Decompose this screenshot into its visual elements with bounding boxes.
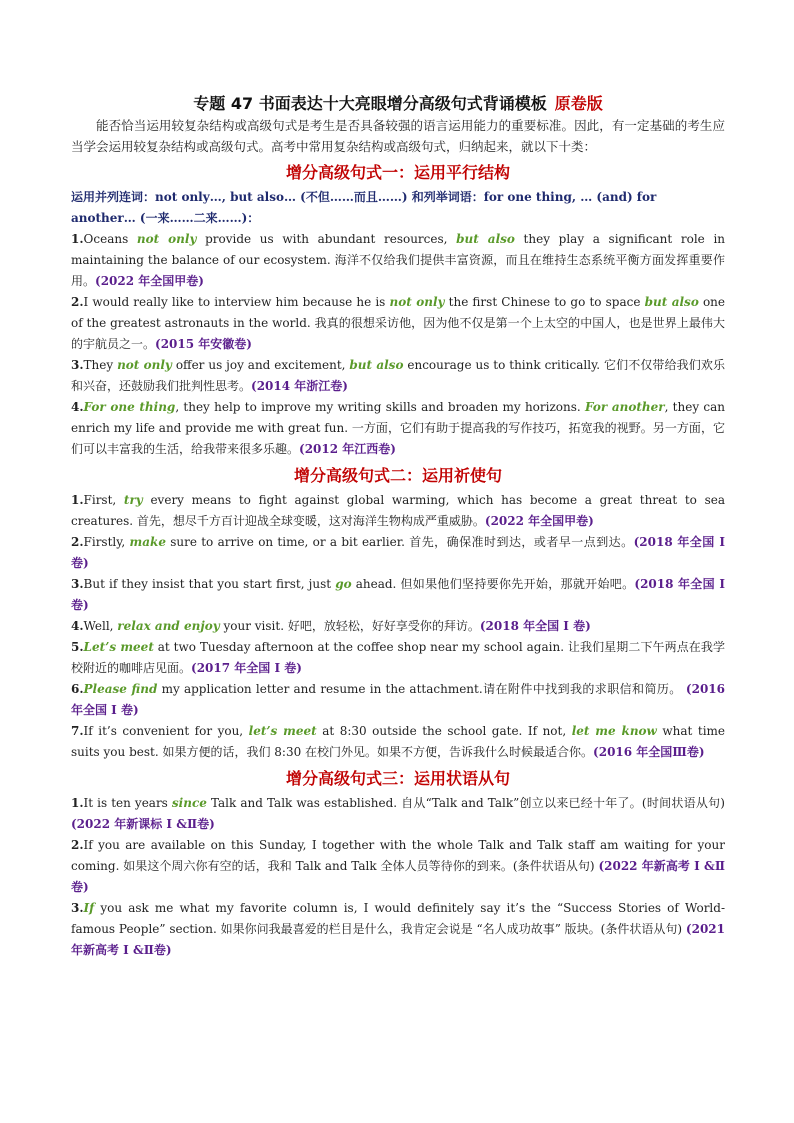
sentence-text: They: [83, 358, 118, 372]
key-phrase: not only: [117, 358, 172, 372]
page-title: [71, 92, 725, 116]
sentence-text: you ask me what my favorite column is, I would definitely say it’s the “Success Stories of World-famous People” section. 如果你问我最喜爱的栏目是什么，我肯定会说是 “名人成功故事” 版块。(条件状语从句): [71, 901, 725, 936]
example-sentence: [71, 574, 725, 616]
item-number: 3.: [71, 901, 84, 915]
item-number: 3.: [71, 358, 84, 372]
item-number: 6.: [71, 682, 84, 696]
key-phrase: try: [123, 493, 143, 507]
example-sentence: [71, 292, 725, 355]
sentence-text: Firstly,: [83, 535, 130, 549]
example-sentence: [71, 721, 725, 763]
example-sentence: [71, 397, 725, 460]
example-sentence: [71, 679, 725, 721]
exam-source: (2021 年新高考 Ⅰ &Ⅱ卷): [71, 922, 725, 957]
item-number: 1.: [71, 232, 84, 246]
sentence-text: every means to fight against global warming, which has become a great threat to sea creatures. 首先，想尽千方百计迎战全球变暖，这对海洋生物构成严重威胁。: [71, 493, 725, 528]
exam-source: (2017 年全国 Ⅰ 卷): [191, 661, 302, 675]
exam-source: (2016 年全国 Ⅰ 卷): [71, 682, 725, 717]
item-number: 1.: [71, 796, 84, 810]
sentence-text: Well,: [83, 619, 118, 633]
sentence-text: sure to arrive on time, or a bit earlier. 首先，确保准时到达，或者早一点到达。: [165, 535, 634, 549]
sentence-text: my application letter and resume in the attachment.请在附件中找到我的求职信和简历。: [157, 682, 686, 696]
sentence-text: Oceans: [83, 232, 137, 246]
key-phrase: not only: [136, 232, 197, 246]
item-number: 2.: [71, 535, 84, 549]
sentence-text: they play a significant role in maintaining the balance of our ecosystem. 海洋不仅给我们提供丰富资源，而且在维持生态系统平衡方面发挥重要作用。: [71, 232, 726, 288]
sections-container: [71, 159, 725, 961]
item-number: 4.: [71, 619, 84, 633]
exam-source: (2022 年全国甲卷): [95, 274, 204, 288]
exam-source: (2018 年全国 Ⅰ 卷): [71, 577, 726, 612]
sentence-text: , they help to improve my writing skills and broaden my horizons.: [175, 400, 586, 414]
item-number: 1.: [71, 493, 84, 507]
example-sentence: [71, 490, 725, 532]
sentence-text: one of the greatest astronauts in the world. 我真的很想采访他，因为他不仅是第一个上太空的中国人，也是世界上最伟大的宇航员之一。: [71, 295, 726, 351]
sentence-text: ahead. 但如果他们坚持要你先开始，那就开始吧。: [351, 577, 635, 591]
exam-source: (2022 年全国甲卷): [484, 514, 594, 528]
example-sentence: [71, 637, 725, 679]
sentence-text: I would really like to interview him because he is: [83, 295, 390, 309]
key-phrase: but also: [456, 232, 515, 246]
sentence-text: First,: [83, 493, 124, 507]
item-number: 2.: [71, 838, 84, 852]
sentence-text: But if they insist that you start first, just: [83, 577, 336, 591]
key-phrase: Let’s meet: [83, 640, 154, 654]
sentence-text: at 8:30 outside the school gate. If not,: [316, 724, 572, 738]
example-sentence: [71, 532, 725, 574]
title-main: 专题 47 书面表达十大亮眼增分高级句式背诵模板: [193, 94, 547, 113]
sentence-text: at two Tuesday afternoon at the coffee shop near my school again. 让我们星期二下午两点在我学校附近的咖啡店见面。: [71, 640, 725, 675]
key-phrase: but also: [644, 295, 699, 309]
example-sentence: [71, 616, 725, 637]
key-phrase: For another: [585, 400, 665, 414]
key-phrase: since: [171, 796, 207, 810]
example-sentence: [71, 835, 725, 898]
key-phrase: let’s meet: [248, 724, 317, 738]
exam-source: (2022 年新高考 Ⅰ &Ⅱ卷): [71, 859, 725, 894]
key-phrase: but also: [349, 358, 404, 372]
key-phrase: relax and enjoy: [117, 619, 220, 633]
sentence-text: what time suits you best. 如果方便的话，我们 8:30 在校门外见。如果不方便，告诉我什么时候最适合你。: [71, 724, 726, 759]
exam-source: (2014 年浙江卷): [251, 379, 348, 393]
section-heading: 增分高级句式一：运用平行结构: [285, 163, 510, 182]
section-heading: 增分高级句式三：运用状语从句: [285, 769, 510, 788]
sentence-text: offer us joy and excitement,: [171, 358, 350, 372]
sentence-text: encourage us to think critically. 它们不仅带给我们欢乐和兴奋，还鼓励我们批判性思考。: [71, 358, 725, 393]
sentence-text: , they can enrich my life and provide me with great fun. 一方面，它们有助于提高我的写作技巧，拓宽我的视野。另一方面，它们可以丰富我的生活，给我带来很多乐趣。: [71, 400, 725, 456]
item-number: 2.: [71, 295, 84, 309]
sentence-text: the first Chinese to go to space: [444, 295, 645, 309]
key-phrase: If: [83, 901, 95, 915]
key-phrase: For one thing: [83, 400, 176, 414]
key-phrase: go: [335, 577, 352, 591]
intro-paragraph: 能否恰当运用较复杂结构或高级句式是考生是否具备较强的语言运用能力的重要标准。因此，有一定基础的考生应当学会运用较复杂结构或高级句式。高考中常用复杂结构或高级句式，归纳起来，就以下十类：: [71, 118, 725, 154]
example-sentence: [71, 898, 725, 961]
sentence-text: If you are available on this Sunday, I together with the whole Talk and Talk staff am waiting for your coming. 如果这个周六你有空的话，我和 Talk and Talk 全体人员等待你的到来。(条件状语从句): [71, 838, 725, 873]
item-number: 5.: [71, 640, 84, 654]
section-heading: 增分高级句式二：运用祈使句: [293, 466, 502, 485]
exam-source: (2018 年全国 Ⅰ 卷): [479, 619, 591, 633]
sentence-text: your visit. 好吧，放轻松，好好享受你的拜访。: [219, 619, 480, 633]
exam-source: (2012 年江西卷): [299, 442, 396, 456]
example-sentence: [71, 229, 725, 292]
exam-source: (2018 年全国 Ⅰ 卷): [71, 535, 725, 570]
example-sentence: [71, 793, 725, 835]
item-number: 7.: [71, 724, 84, 738]
key-phrase: let me know: [571, 724, 657, 738]
exam-source: (2022 年新课标 Ⅰ &Ⅱ卷): [71, 817, 215, 831]
item-number: 3.: [71, 577, 84, 591]
section-subheading: 运用并列连词：not only…, but also… (不但……而且……) 和列举词语：for one thing, … (and) for another… (一来……二来……)：: [71, 190, 657, 225]
title-tag: 原卷版: [554, 94, 603, 113]
example-sentence: [71, 355, 725, 397]
sentence-text: It is ten years: [83, 796, 172, 810]
document-page: [71, 92, 725, 961]
key-phrase: not only: [389, 295, 445, 309]
sentence-text: Talk and Talk was established. 自从“Talk and Talk”创立以来已经十年了。(时间状语从句): [206, 796, 725, 810]
sentence-text: If it’s convenient for you,: [83, 724, 249, 738]
sentence-text: provide us with abundant resources,: [196, 232, 457, 246]
key-phrase: make: [129, 535, 166, 549]
item-number: 4.: [71, 400, 84, 414]
exam-source: (2015 年安徽卷): [155, 337, 252, 351]
exam-source: (2016 年全国Ⅲ卷): [593, 745, 705, 759]
key-phrase: Please find: [83, 682, 158, 696]
